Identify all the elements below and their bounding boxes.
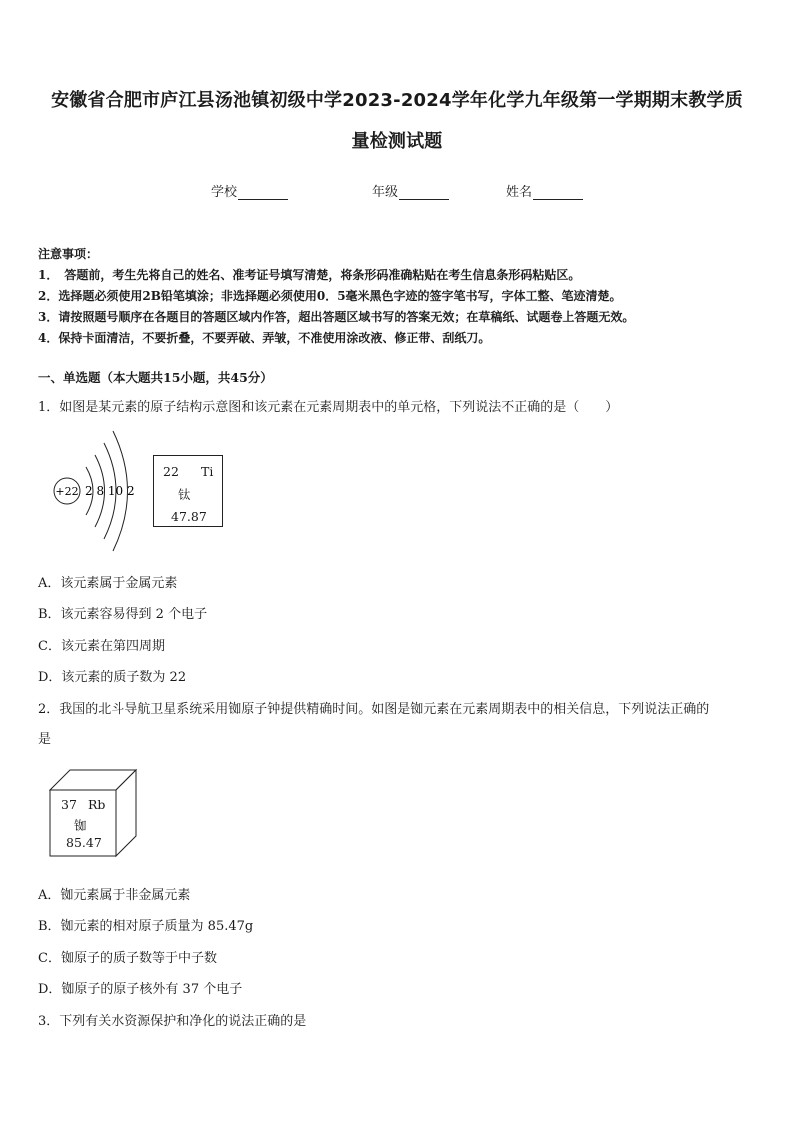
school-blank (238, 186, 288, 200)
q2-option-a: A．铷元素属于非金属元素 (38, 888, 191, 903)
q2-option-c: C．铷原子的质子数等于中子数 (38, 951, 217, 966)
question-2-stem-line2: 是 (38, 732, 52, 747)
rb-symbol: Rb (88, 797, 106, 812)
atom-structure-diagram (48, 425, 143, 555)
grade-label: 年级 (372, 185, 399, 200)
school-field (211, 181, 288, 200)
ti-element-cell (153, 455, 223, 527)
note-item: 1． 答题前，考生先将自己的姓名、准考证号填写清楚，将条形码准确粘贴在考生信息条形码粘贴区。 (38, 268, 581, 282)
rb-name: 铷 (74, 818, 87, 833)
note-item: 2．选择题必须使用2B铅笔填涂；非选择题必须使用0．5毫米黑色字迹的签字笔书写，字体工整、笔迹清楚。 (38, 289, 622, 303)
electron-counts: 2 8 10 2 (85, 484, 135, 498)
name-blank (533, 186, 583, 200)
page-title-line2: 量检测试题 (351, 131, 443, 152)
grade-blank (399, 186, 449, 200)
question-2-stem-line1: 2．我国的北斗导航卫星系统采用铷原子钟提供精确时间。如图是铷元素在元素周期表中的相关信息，下列说法正确的 (38, 702, 710, 717)
name-field (506, 181, 583, 200)
question-1-stem: 1．如图是某元素的原子结构示意图和该元素在元素周期表中的单元格，下列说法不正确的是（ ） (38, 400, 619, 415)
rb-element-cell (50, 790, 116, 856)
ti-symbol: Ti (201, 464, 214, 479)
section-heading: 一、单选题（本大题共15小题，共45分） (38, 370, 273, 385)
notes-heading: 注意事项： (38, 247, 99, 261)
q1-option-d: D．该元素的质子数为 22 (38, 670, 187, 685)
q2-option-d: D．铷原子的原子核外有 37 个电子 (38, 982, 243, 997)
note-item: 4．保持卡面清洁，不要折叠，不要弄破、弄皱，不准使用涂改液、修正带、刮纸刀。 (38, 331, 491, 345)
name-label: 姓名 (506, 185, 533, 200)
nucleus-charge: +22 (55, 485, 79, 498)
notes-block (38, 244, 634, 349)
grade-field (372, 181, 449, 200)
q1-option-a: A．该元素属于金属元素 (38, 576, 178, 591)
note-item: 3．请按照题号顺序在各题目的答题区域内作答，超出答题区域书写的答案无效；在草稿纸、试题卷上答题无效。 (38, 310, 635, 324)
school-label: 学校 (211, 185, 238, 200)
ti-atomic-number: 22 (163, 464, 179, 479)
ti-name: 钛 (178, 487, 191, 502)
page-title-line1: 安徽省合肥市庐江县汤池镇初级中学2023-2024学年化学九年级第一学期期末教学质 (51, 90, 743, 111)
question-3-stem: 3．下列有关水资源保护和净化的说法正确的是 (38, 1014, 307, 1029)
q1-option-c: C．该元素在第四周期 (38, 639, 165, 654)
q2-option-b: B．铷元素的相对原子质量为 85.47g (38, 919, 254, 934)
rb-mass: 85.47 (66, 835, 102, 850)
q1-option-b: B．该元素容易得到 2 个电子 (38, 607, 208, 622)
ti-mass: 47.87 (171, 509, 207, 524)
rb-atomic-number: 37 (61, 797, 77, 812)
